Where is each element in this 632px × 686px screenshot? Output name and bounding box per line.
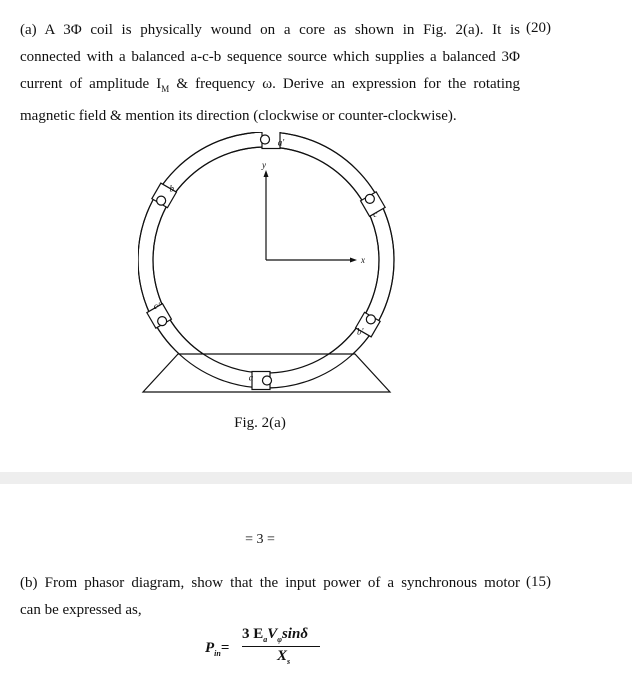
formula-denominator: $X_s$ [277, 648, 291, 666]
conductor-b-prime [366, 315, 375, 324]
question-a-points: (20) [526, 20, 551, 36]
question-a-line-3: current of amplitude $I_M$ & frequency ω. Derive an expression for the rotating [20, 76, 520, 94]
conductor-a [263, 376, 272, 385]
y-axis-label: y [262, 160, 266, 170]
slot-label-c-prime: c' [153, 300, 160, 311]
question-b-points: (15) [526, 574, 551, 590]
page-number: = 3 = [245, 532, 275, 547]
formula-lhs: $P_{in}=$ [205, 640, 230, 658]
page-2 [0, 484, 632, 686]
conductor-b [157, 196, 166, 205]
question-b-line-1: (b) From phasor diagram, show that the input power of a synchronous motor [20, 575, 520, 591]
stator-figure [138, 132, 398, 394]
x-axis-label: x [361, 255, 365, 265]
question-a-line-1: (a) A 3Φ coil is physically wound on a core as shown in Fig. 2(a). It is [20, 22, 520, 38]
conductor-c-prime [158, 317, 167, 326]
formula-numerator: 3 $E_aV_\varphi\sin\delta$ [242, 626, 308, 644]
slot-label-b-prime: b' [357, 326, 364, 337]
question-b-text [20, 570, 520, 624]
conductor-c [365, 194, 374, 203]
slot-label-a: a [248, 372, 254, 383]
fraction-bar [242, 646, 320, 647]
conductor-a-prime [261, 135, 270, 144]
slot-label-a-prime: a' [277, 137, 285, 148]
current-subscript: M [161, 84, 170, 94]
slot-label-b: b [169, 183, 174, 194]
question-a-line-4: magnetic field & mention its direction (clockwise or counter-clockwise). [20, 108, 457, 124]
x-axis-arrow [350, 258, 357, 263]
question-a-line-2: connected with a balanced a-c-b sequence source which supplies a balanced 3Φ [20, 49, 520, 65]
question-a-text [20, 17, 520, 130]
figure-caption: Fig. 2(a) [234, 415, 286, 431]
slot-label-c: c [373, 209, 378, 220]
y-axis-arrow [264, 170, 269, 177]
page-gap [0, 472, 632, 484]
question-b-line-2: can be expressed as, [20, 602, 142, 618]
